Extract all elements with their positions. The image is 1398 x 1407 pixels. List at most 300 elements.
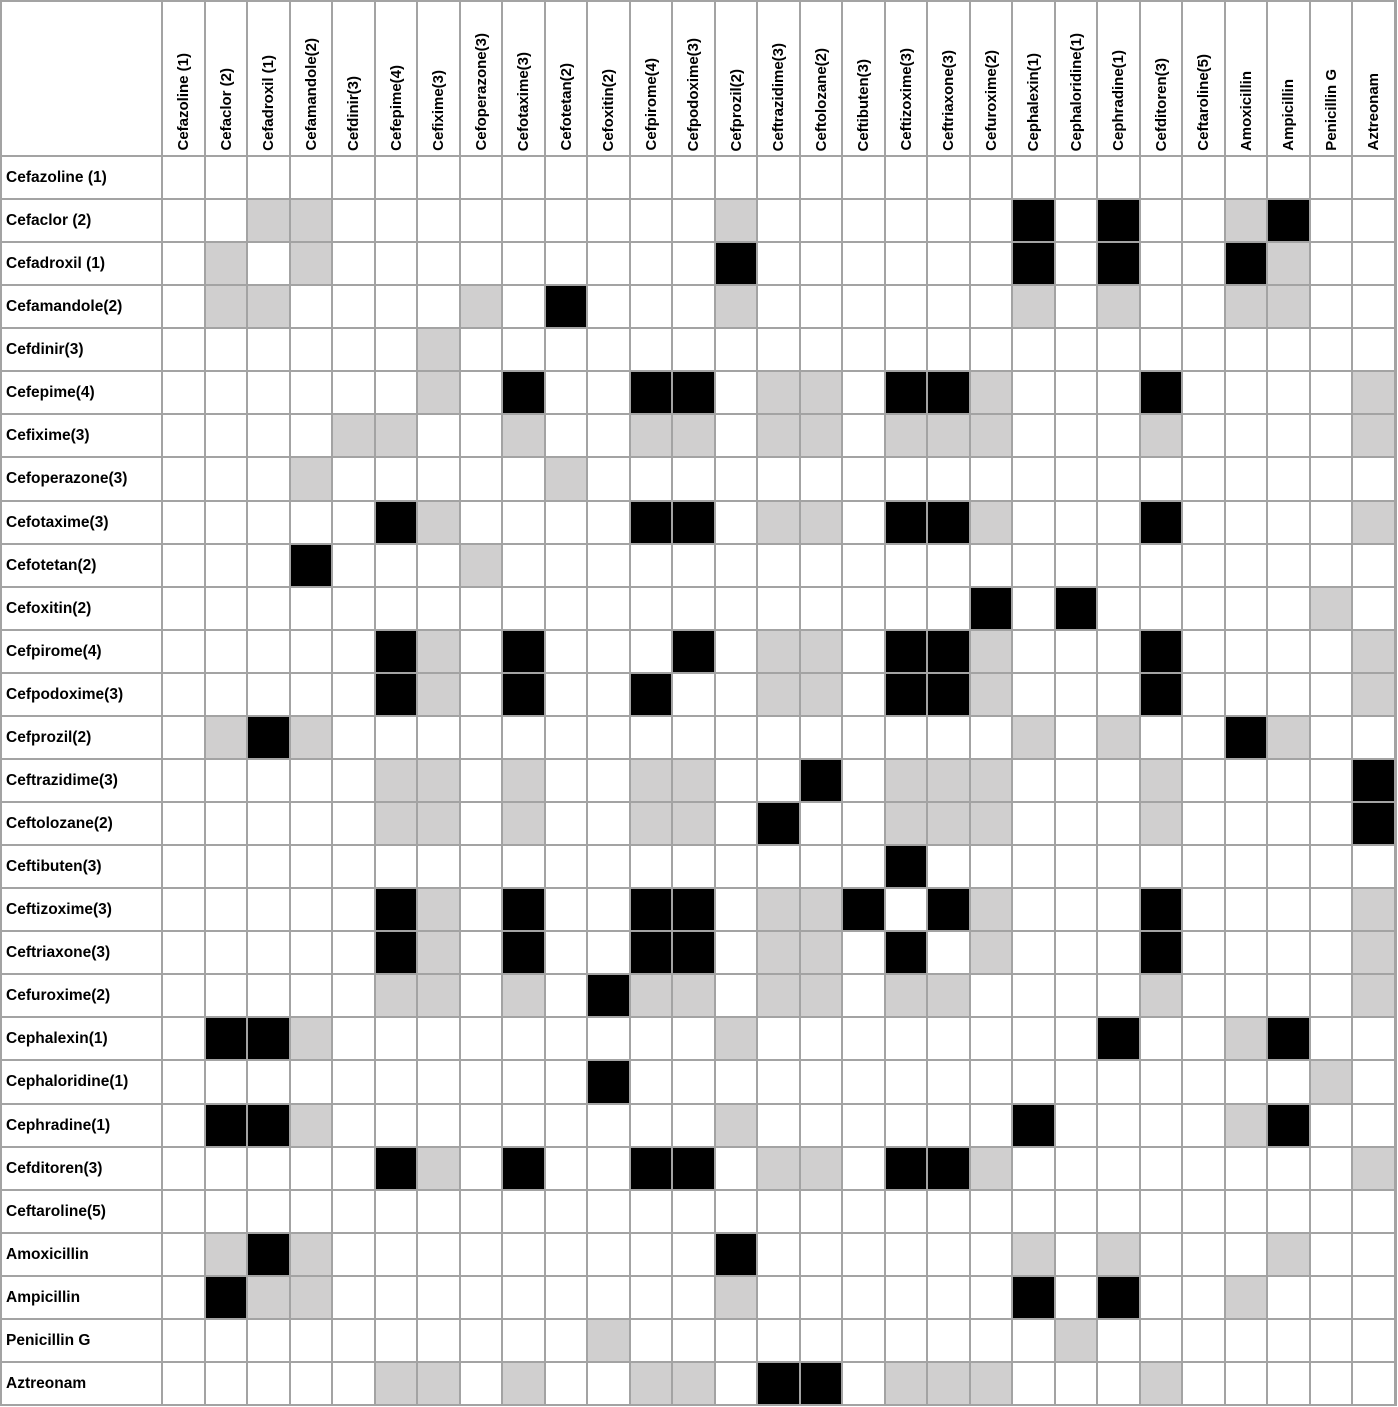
grid-cell-empty xyxy=(716,631,756,672)
grid-cell-grey xyxy=(1013,286,1054,327)
column-header xyxy=(928,2,969,155)
grid-cell-empty xyxy=(1183,1191,1224,1232)
grid-cell-empty xyxy=(461,372,501,413)
column-header xyxy=(801,2,841,155)
grid-cell-empty xyxy=(1098,458,1139,500)
grid-cell-grey xyxy=(291,200,331,241)
grid-cell-empty xyxy=(333,1061,374,1103)
grid-cell-empty xyxy=(843,1148,884,1189)
grid-cell-empty xyxy=(333,329,374,370)
grid-cell-empty xyxy=(1056,760,1096,801)
grid-cell-black xyxy=(928,631,969,672)
grid-cell-grey xyxy=(716,200,756,241)
grid-cell-empty xyxy=(1226,1148,1266,1189)
grid-cell-black xyxy=(1268,1105,1309,1146)
grid-cell-empty xyxy=(1353,1277,1394,1318)
grid-cell-empty xyxy=(1311,674,1351,715)
grid-cell-empty xyxy=(333,760,374,801)
grid-cell-empty xyxy=(716,157,756,198)
grid-cell-black xyxy=(1013,1105,1054,1146)
grid-cell-black xyxy=(1098,1277,1139,1318)
grid-cell-grey xyxy=(1268,1234,1309,1275)
grid-cell-empty xyxy=(461,717,501,758)
grid-cell-empty xyxy=(1056,200,1096,241)
grid-cell-black xyxy=(376,932,416,973)
grid-cell-empty xyxy=(248,674,289,715)
grid-cell-empty xyxy=(1268,674,1309,715)
row-header xyxy=(2,1234,161,1275)
grid-cell-empty xyxy=(971,243,1011,284)
column-label: Cefpodoxime(3) xyxy=(685,37,702,151)
grid-cell-empty xyxy=(291,932,331,973)
grid-cell-black xyxy=(801,1363,841,1404)
grid-cell-empty xyxy=(163,502,204,543)
grid-cell-empty xyxy=(673,458,714,500)
grid-cell-empty xyxy=(1268,1191,1309,1232)
grid-cell-empty xyxy=(843,588,884,629)
grid-cell-empty xyxy=(206,415,246,456)
grid-cell-black xyxy=(503,932,544,973)
grid-cell-empty xyxy=(673,846,714,887)
grid-cell-grey xyxy=(928,803,969,844)
grid-cell-empty xyxy=(801,1234,841,1275)
grid-cell-empty xyxy=(673,1234,714,1275)
grid-cell-empty xyxy=(418,1018,459,1059)
grid-cell-black xyxy=(503,631,544,672)
column-label: Ceftriaxone(3) xyxy=(940,50,957,151)
grid-cell-empty xyxy=(291,1148,331,1189)
grid-cell-empty xyxy=(843,1234,884,1275)
grid-cell-empty xyxy=(1311,1363,1351,1404)
grid-cell-empty xyxy=(546,1105,586,1146)
grid-cell-empty xyxy=(1056,1363,1096,1404)
grid-cell-empty xyxy=(163,1191,204,1232)
grid-cell-empty xyxy=(928,458,969,500)
grid-cell-grey xyxy=(418,1148,459,1189)
grid-cell-empty xyxy=(1183,932,1224,973)
grid-cell-empty xyxy=(291,286,331,327)
grid-cell-empty xyxy=(843,243,884,284)
grid-cell-empty xyxy=(801,545,841,586)
grid-cell-black xyxy=(801,760,841,801)
grid-cell-empty xyxy=(716,458,756,500)
grid-cell-black xyxy=(1353,803,1394,844)
grid-cell-empty xyxy=(886,458,926,500)
grid-cell-empty xyxy=(1141,458,1181,500)
row-label: Cefamandole(2) xyxy=(6,297,123,315)
grid-cell-empty xyxy=(1311,502,1351,543)
grid-cell-empty xyxy=(1226,1363,1266,1404)
grid-cell-black xyxy=(503,1148,544,1189)
grid-cell-empty xyxy=(1098,545,1139,586)
grid-cell-empty xyxy=(971,1234,1011,1275)
row-label: Ceftrazidime(3) xyxy=(6,771,118,789)
grid-cell-empty xyxy=(886,1277,926,1318)
grid-cell-empty xyxy=(1353,157,1394,198)
grid-cell-empty xyxy=(163,372,204,413)
grid-cell-empty xyxy=(546,1018,586,1059)
column-label: Cefuroxime(2) xyxy=(982,50,1000,151)
column-header xyxy=(1353,2,1394,155)
grid-cell-empty xyxy=(418,1277,459,1318)
grid-cell-empty xyxy=(886,243,926,284)
grid-cell-empty xyxy=(928,717,969,758)
grid-cell-empty xyxy=(971,1105,1011,1146)
grid-cell-empty xyxy=(503,243,544,284)
grid-cell-empty xyxy=(758,1018,799,1059)
grid-cell-empty xyxy=(206,674,246,715)
grid-cell-empty xyxy=(546,329,586,370)
grid-cell-black xyxy=(1353,760,1394,801)
grid-cell-black xyxy=(673,932,714,973)
column-label: Cefpirome(4) xyxy=(642,58,660,151)
grid-cell-grey xyxy=(1098,717,1139,758)
grid-cell-empty xyxy=(461,760,501,801)
grid-cell-empty xyxy=(376,200,416,241)
grid-cell-grey xyxy=(971,889,1011,930)
column-header xyxy=(333,2,374,155)
grid-cell-empty xyxy=(801,157,841,198)
grid-cell-empty xyxy=(163,975,204,1016)
grid-cell-empty xyxy=(1183,1061,1224,1103)
grid-cell-empty xyxy=(1141,1191,1181,1232)
grid-cell-empty xyxy=(758,200,799,241)
grid-cell-empty xyxy=(1098,1148,1139,1189)
grid-cell-black xyxy=(631,502,671,543)
grid-cell-grey xyxy=(1226,1277,1266,1318)
grid-cell-empty xyxy=(843,717,884,758)
grid-cell-grey xyxy=(1226,1018,1266,1059)
grid-cell-empty xyxy=(291,1363,331,1404)
grid-cell-empty xyxy=(333,975,374,1016)
grid-cell-empty xyxy=(418,243,459,284)
grid-cell-empty xyxy=(971,1191,1011,1232)
grid-cell-empty xyxy=(333,1363,374,1404)
grid-cell-empty xyxy=(1098,157,1139,198)
grid-cell-empty xyxy=(503,200,544,241)
row-label: Cefdinir(3) xyxy=(6,340,84,358)
grid-cell-grey xyxy=(291,1234,331,1275)
grid-cell-empty xyxy=(1268,889,1309,930)
grid-cell-empty xyxy=(758,157,799,198)
grid-cell-empty xyxy=(801,846,841,887)
corner-cell xyxy=(2,2,161,155)
grid-cell-empty xyxy=(588,674,629,715)
grid-cell-black xyxy=(376,674,416,715)
grid-cell-grey xyxy=(376,975,416,1016)
row-label: Cefaclor (2) xyxy=(6,211,92,229)
grid-cell-grey xyxy=(206,286,246,327)
grid-cell-empty xyxy=(291,502,331,543)
grid-cell-empty xyxy=(1311,157,1351,198)
grid-cell-grey xyxy=(1098,286,1139,327)
grid-cell-empty xyxy=(758,1105,799,1146)
grid-cell-black xyxy=(716,243,756,284)
grid-cell-empty xyxy=(1183,803,1224,844)
grid-cell-empty xyxy=(503,286,544,327)
grid-cell-empty xyxy=(1226,1234,1266,1275)
row-label: Amoxicillin xyxy=(6,1245,89,1263)
grid-cell-empty xyxy=(333,803,374,844)
grid-cell-black xyxy=(248,717,289,758)
grid-cell-empty xyxy=(418,1234,459,1275)
grid-cell-empty xyxy=(503,1191,544,1232)
grid-cell-empty xyxy=(971,1061,1011,1103)
grid-cell-grey xyxy=(461,545,501,586)
grid-cell-empty xyxy=(291,975,331,1016)
grid-cell-empty xyxy=(1311,243,1351,284)
grid-cell-empty xyxy=(716,1320,756,1361)
row-header xyxy=(2,760,161,801)
grid-cell-empty xyxy=(1098,588,1139,629)
grid-cell-empty xyxy=(333,932,374,973)
grid-cell-empty xyxy=(1013,1018,1054,1059)
grid-cell-grey xyxy=(546,458,586,500)
grid-cell-black xyxy=(248,1018,289,1059)
grid-cell-empty xyxy=(546,1320,586,1361)
grid-cell-empty xyxy=(1353,1320,1394,1361)
grid-cell-empty xyxy=(758,1061,799,1103)
grid-cell-empty xyxy=(631,243,671,284)
column-label: Cefaclor (2) xyxy=(217,68,235,151)
grid-cell-empty xyxy=(1226,502,1266,543)
row-header xyxy=(2,415,161,456)
grid-cell-empty xyxy=(1013,1363,1054,1404)
row-header xyxy=(2,329,161,370)
grid-cell-empty xyxy=(588,200,629,241)
grid-cell-empty xyxy=(1098,1061,1139,1103)
grid-cell-empty xyxy=(843,286,884,327)
row-header xyxy=(2,889,161,930)
column-label: Cefditoren(3) xyxy=(1152,57,1170,151)
grid-cell-empty xyxy=(631,1191,671,1232)
grid-cell-empty xyxy=(248,846,289,887)
column-header xyxy=(716,2,756,155)
grid-cell-empty xyxy=(1183,588,1224,629)
grid-cell-grey xyxy=(588,1320,629,1361)
grid-cell-empty xyxy=(716,329,756,370)
grid-cell-black xyxy=(1141,372,1181,413)
grid-cell-empty xyxy=(206,631,246,672)
grid-cell-empty xyxy=(971,846,1011,887)
column-label: Ceftizoxime(3) xyxy=(897,48,915,151)
row-header xyxy=(2,1105,161,1146)
grid-cell-empty xyxy=(886,286,926,327)
row-header xyxy=(2,286,161,327)
grid-cell-empty xyxy=(758,329,799,370)
grid-cell-empty xyxy=(971,1018,1011,1059)
grid-cell-empty xyxy=(631,200,671,241)
grid-cell-empty xyxy=(461,1363,501,1404)
row-label: Cefixime(3) xyxy=(6,426,90,444)
grid-cell-empty xyxy=(1268,415,1309,456)
grid-cell-empty xyxy=(1183,889,1224,930)
grid-cell-empty xyxy=(1226,631,1266,672)
grid-cell-empty xyxy=(333,1191,374,1232)
grid-cell-empty xyxy=(248,502,289,543)
grid-cell-empty xyxy=(546,846,586,887)
grid-cell-black xyxy=(1013,243,1054,284)
grid-cell-empty xyxy=(1056,975,1096,1016)
grid-cell-empty xyxy=(163,717,204,758)
grid-cell-black xyxy=(928,502,969,543)
grid-cell-empty xyxy=(376,1018,416,1059)
grid-cell-empty xyxy=(673,717,714,758)
grid-cell-empty xyxy=(206,1320,246,1361)
grid-cell-empty xyxy=(1311,889,1351,930)
grid-cell-empty xyxy=(291,803,331,844)
grid-cell-empty xyxy=(673,545,714,586)
grid-cell-empty xyxy=(333,243,374,284)
grid-cell-empty xyxy=(1141,157,1181,198)
grid-cell-empty xyxy=(546,717,586,758)
grid-cell-empty xyxy=(546,372,586,413)
grid-cell-empty xyxy=(716,889,756,930)
grid-cell-empty xyxy=(163,1234,204,1275)
row-header xyxy=(2,200,161,241)
grid-cell-empty xyxy=(291,415,331,456)
column-header xyxy=(291,2,331,155)
grid-cell-black xyxy=(588,975,629,1016)
grid-cell-empty xyxy=(673,674,714,715)
grid-cell-empty xyxy=(1183,975,1224,1016)
grid-cell-empty xyxy=(971,458,1011,500)
column-header xyxy=(1098,2,1139,155)
grid-cell-grey xyxy=(971,372,1011,413)
grid-cell-empty xyxy=(206,502,246,543)
grid-cell-empty xyxy=(1141,717,1181,758)
grid-cell-empty xyxy=(673,588,714,629)
grid-cell-empty xyxy=(1013,846,1054,887)
grid-cell-empty xyxy=(758,286,799,327)
grid-cell-grey xyxy=(418,372,459,413)
grid-cell-empty xyxy=(1141,1148,1181,1189)
grid-cell-empty xyxy=(1098,1320,1139,1361)
grid-cell-empty xyxy=(1056,372,1096,413)
grid-cell-empty xyxy=(1141,200,1181,241)
grid-cell-empty xyxy=(1353,1191,1394,1232)
grid-cell-empty xyxy=(716,545,756,586)
column-header xyxy=(758,2,799,155)
grid-cell-empty xyxy=(163,286,204,327)
row-header xyxy=(2,846,161,887)
column-label: Penicillin G xyxy=(1322,69,1340,151)
grid-cell-empty xyxy=(843,1363,884,1404)
grid-cell-empty xyxy=(843,157,884,198)
grid-cell-empty xyxy=(928,1234,969,1275)
grid-cell-empty xyxy=(886,329,926,370)
grid-cell-empty xyxy=(1353,846,1394,887)
grid-cell-empty xyxy=(886,157,926,198)
grid-cell-empty xyxy=(801,1191,841,1232)
grid-cell-empty xyxy=(1056,545,1096,586)
grid-cell-empty xyxy=(588,932,629,973)
grid-cell-grey xyxy=(971,932,1011,973)
grid-cell-empty xyxy=(716,674,756,715)
grid-cell-grey xyxy=(206,243,246,284)
grid-cell-empty xyxy=(461,588,501,629)
column-label: Cefepime(4) xyxy=(387,65,405,151)
grid-cell-empty xyxy=(1311,760,1351,801)
grid-cell-empty xyxy=(801,1061,841,1103)
grid-cell-empty xyxy=(886,1320,926,1361)
column-header xyxy=(206,2,246,155)
grid-cell-grey xyxy=(801,932,841,973)
grid-cell-grey xyxy=(418,674,459,715)
grid-cell-black xyxy=(673,372,714,413)
grid-cell-empty xyxy=(1056,1277,1096,1318)
grid-cell-empty xyxy=(1141,1234,1181,1275)
grid-cell-empty xyxy=(928,545,969,586)
grid-cell-grey xyxy=(291,458,331,500)
grid-cell-empty xyxy=(758,458,799,500)
grid-cell-black xyxy=(886,1148,926,1189)
grid-cell-grey xyxy=(758,1148,799,1189)
grid-cell-empty xyxy=(588,760,629,801)
grid-cell-empty xyxy=(588,1148,629,1189)
grid-cell-black xyxy=(206,1105,246,1146)
grid-cell-empty xyxy=(376,458,416,500)
grid-cell-empty xyxy=(758,243,799,284)
grid-cell-empty xyxy=(333,1018,374,1059)
grid-cell-empty xyxy=(843,846,884,887)
grid-cell-empty xyxy=(928,588,969,629)
grid-cell-empty xyxy=(886,588,926,629)
grid-cell-black xyxy=(1013,200,1054,241)
row-header xyxy=(2,372,161,413)
grid-cell-empty xyxy=(1056,1105,1096,1146)
grid-cell-grey xyxy=(1098,1234,1139,1275)
grid-cell-grey xyxy=(886,1363,926,1404)
grid-cell-black xyxy=(758,803,799,844)
grid-cell-empty xyxy=(1226,329,1266,370)
grid-cell-empty xyxy=(1311,932,1351,973)
grid-cell-empty xyxy=(461,157,501,198)
column-label: Cephaloridine(1) xyxy=(1067,32,1085,151)
grid-cell-empty xyxy=(461,458,501,500)
grid-cell-empty xyxy=(1013,803,1054,844)
grid-cell-black xyxy=(1226,243,1266,284)
column-header xyxy=(1013,2,1054,155)
grid-cell-empty xyxy=(1226,157,1266,198)
grid-cell-empty xyxy=(1353,1105,1394,1146)
grid-cell-empty xyxy=(503,1105,544,1146)
grid-cell-black xyxy=(1268,200,1309,241)
row-header xyxy=(2,1191,161,1232)
grid-cell-grey xyxy=(801,1148,841,1189)
grid-cell-empty xyxy=(843,1277,884,1318)
grid-cell-empty xyxy=(291,372,331,413)
grid-cell-empty xyxy=(971,200,1011,241)
grid-cell-empty xyxy=(1268,1363,1309,1404)
grid-cell-empty xyxy=(206,1363,246,1404)
grid-cell-empty xyxy=(673,1061,714,1103)
grid-cell-empty xyxy=(588,372,629,413)
grid-cell-empty xyxy=(673,1320,714,1361)
grid-cell-empty xyxy=(376,545,416,586)
grid-cell-empty xyxy=(1141,1105,1181,1146)
grid-cell-empty xyxy=(1013,1320,1054,1361)
grid-cell-grey xyxy=(673,803,714,844)
grid-cell-empty xyxy=(631,286,671,327)
grid-cell-empty xyxy=(631,329,671,370)
grid-cell-empty xyxy=(588,1234,629,1275)
grid-cell-empty xyxy=(206,1061,246,1103)
grid-cell-empty xyxy=(716,760,756,801)
grid-cell-empty xyxy=(461,243,501,284)
grid-cell-empty xyxy=(546,674,586,715)
grid-cell-black xyxy=(376,502,416,543)
